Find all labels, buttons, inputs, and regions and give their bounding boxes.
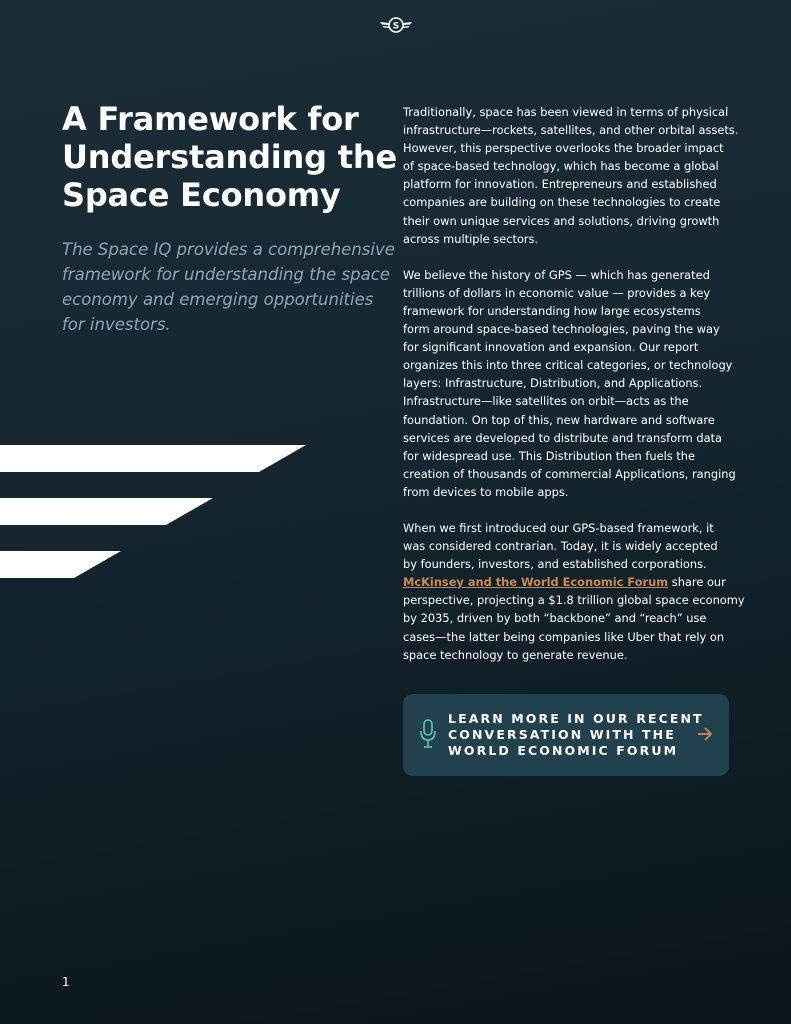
mckinsey-wef-link[interactable]: McKinsey and the World Economic Forum <box>403 575 669 590</box>
text-line: form around space-based technologies, paving the way <box>403 322 720 337</box>
arrow-right-icon <box>697 727 713 741</box>
text-line: space technology to generate revenue. <box>403 647 628 662</box>
stripe-medium <box>0 498 213 525</box>
subtitle-line: for investors. <box>62 315 171 334</box>
text-line: for significant innovation and expansion. Our report <box>403 340 699 355</box>
text-line: was considered contrarian. Today, it is widely accepted <box>403 539 718 554</box>
body-text <box>403 103 743 682</box>
text-line: perspective, projecting a $1.8 trillion global space economy <box>403 593 745 608</box>
learn-more-cta-button[interactable] <box>403 694 729 776</box>
paragraph-1 <box>403 103 743 248</box>
text-line: trillions of dollars in economic value — provides a key <box>403 285 711 300</box>
decorative-stripes <box>0 440 320 590</box>
text-line: from devices to mobile apps. <box>403 484 569 499</box>
text-line: by founders, investors, and established corporations. <box>403 557 707 572</box>
text-line: We believe the history of GPS — which has generated <box>403 267 710 282</box>
title-line: Understanding the <box>62 138 397 176</box>
stripe-short <box>0 551 121 578</box>
text-line-with-link <box>403 573 743 591</box>
text-line: services are developed to distribute and transform data <box>403 430 723 445</box>
logo-icon <box>378 14 414 36</box>
text-line: Traditionally, space has been viewed in terms of physical <box>403 105 729 119</box>
paragraph-3 <box>403 519 743 664</box>
subtitle-line: The Space IQ provides a comprehensive <box>62 240 395 259</box>
page-title <box>62 100 397 214</box>
text-line: across multiple sectors. <box>403 231 539 246</box>
text-line: framework for understanding how large ecosystems <box>403 303 701 318</box>
text-line: platform for innovation. Entrepreneurs and established <box>403 177 717 192</box>
text-line: However, this perspective overlooks the broader impact <box>403 141 724 156</box>
stripe-long <box>0 445 306 472</box>
microphone-icon <box>419 718 437 750</box>
text-line: When we first introduced our GPS-based framework, it <box>403 520 714 535</box>
text-line: Infrastructure—like satellites on orbit—acts as the <box>403 394 689 409</box>
cta-label <box>448 711 708 759</box>
page-number: 1 <box>62 975 70 989</box>
text-line: infrastructure—rockets, satellites, and other orbital assets. <box>403 123 739 138</box>
paragraph-2 <box>403 266 743 501</box>
page-subtitle <box>62 237 395 337</box>
svg-text:S: S <box>392 21 400 32</box>
title-line: A Framework for <box>62 100 359 138</box>
cta-line: CONVERSATION WITH THE <box>448 727 676 742</box>
text-line: for widespread use. This Distribution then fuels the <box>403 448 695 463</box>
text-line: by 2035, driven by both “backbone” and “reach” use <box>403 611 707 626</box>
text-line: their own unique services and solutions, driving growth <box>403 213 720 228</box>
text-line: companies are building on these technologies to create <box>403 195 721 210</box>
title-line: Space Economy <box>62 176 341 214</box>
subtitle-line: framework for understanding the space <box>62 265 390 284</box>
link-tail-text: share our <box>668 575 726 590</box>
text-line: creation of thousands of commercial Applications, ranging <box>403 466 736 481</box>
cta-line: WORLD ECONOMIC FORUM <box>448 743 679 758</box>
text-line: of space-based technology, which has become a global <box>403 159 719 174</box>
cta-line: LEARN MORE IN OUR RECENT <box>448 711 704 726</box>
subtitle-line: economy and emerging opportunities <box>62 290 374 309</box>
text-line: organizes this into three critical categories, or technology <box>403 358 733 373</box>
text-line: cases—the latter being companies like Uber that rely on <box>403 629 725 644</box>
text-line: foundation. On top of this, new hardware and software <box>403 412 715 427</box>
text-line: layers: Infrastructure, Distribution, and Applications. <box>403 376 703 391</box>
